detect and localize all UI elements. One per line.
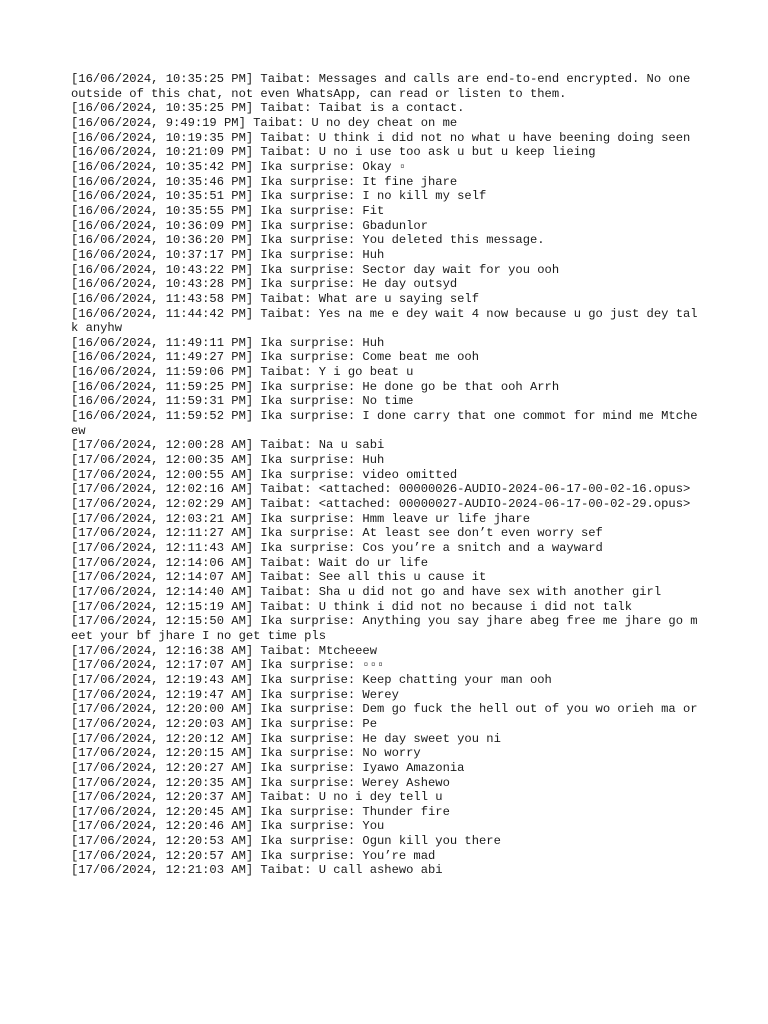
chat-message-line: [16/06/2024, 11:59:06 PM] Taibat: Y i go beat u bbox=[71, 365, 414, 380]
chat-message-line: [17/06/2024, 12:15:50 AM] Ika surprise: Anything you say jhare abeg free me jhare go meet your bf jhare I no get time pls bbox=[71, 614, 698, 643]
chat-message-line: [17/06/2024, 12:19:43 AM] Ika surprise: Keep chatting your man ooh bbox=[71, 672, 552, 687]
chat-message-line: [17/06/2024, 12:14:40 AM] Taibat: Sha u did not go and have sex with another girl bbox=[71, 584, 662, 599]
chat-message-line: [16/06/2024, 10:43:22 PM] Ika surprise: Sector day wait for you ooh bbox=[71, 262, 560, 277]
chat-message-line: [16/06/2024, 9:49:19 PM] Taibat: U no dey cheat on me bbox=[71, 115, 458, 130]
chat-message-line: [16/06/2024, 11:59:52 PM] Ika surprise: I done carry that one commot for mind me Mtcheew bbox=[71, 409, 698, 438]
chat-message-line: [17/06/2024, 12:20:27 AM] Ika surprise: Iyawo Amazonia bbox=[71, 760, 465, 775]
chat-message-line: [16/06/2024, 11:59:31 PM] Ika surprise: No time bbox=[71, 394, 414, 409]
chat-message-line: [16/06/2024, 11:59:25 PM] Ika surprise: He done go be that ooh Arrh bbox=[71, 379, 560, 394]
chat-message-line: [17/06/2024, 12:20:03 AM] Ika surprise: Pe bbox=[71, 716, 377, 731]
chat-message-line: [17/06/2024, 12:11:27 AM] Ika surprise: At least see don’t even worry sef bbox=[71, 526, 603, 541]
chat-message-line: [16/06/2024, 10:35:55 PM] Ika surprise: Fit bbox=[71, 203, 385, 218]
chat-message-line: [16/06/2024, 10:36:20 PM] Ika surprise: You deleted this message. bbox=[71, 233, 545, 248]
chat-message-line: [17/06/2024, 12:02:29 AM] Taibat: <attached: 00000027-AUDIO-2024-06-17-00-02-29.opus> bbox=[71, 497, 691, 512]
chat-message-line: [17/06/2024, 12:19:47 AM] Ika surprise: Werey bbox=[71, 687, 399, 702]
chat-message-line: [17/06/2024, 12:20:45 AM] Ika surprise: Thunder fire bbox=[71, 804, 450, 819]
chat-message-line: [16/06/2024, 11:49:11 PM] Ika surprise: Huh bbox=[71, 335, 385, 350]
chat-message-line: [17/06/2024, 12:02:16 AM] Taibat: <attached: 00000026-AUDIO-2024-06-17-00-02-16.opus> bbox=[71, 482, 691, 497]
chat-message-line: [17/06/2024, 12:14:07 AM] Taibat: See all this u cause it bbox=[71, 570, 487, 585]
chat-message-line: [17/06/2024, 12:15:19 AM] Taibat: U think i did not no because i did not talk bbox=[71, 599, 632, 614]
chat-message-line: [17/06/2024, 12:00:28 AM] Taibat: Na u sabi bbox=[71, 438, 385, 453]
chat-message-line: [17/06/2024, 12:20:35 AM] Ika surprise: Werey Ashewo bbox=[71, 775, 450, 790]
chat-message-line: [17/06/2024, 12:20:12 AM] Ika surprise: He day sweet you ni bbox=[71, 731, 501, 746]
chat-message-line: [16/06/2024, 10:37:17 PM] Ika surprise: Huh bbox=[71, 247, 385, 262]
chat-message-line: [16/06/2024, 11:44:42 PM] Taibat: Yes na me e dey wait 4 now because u go just dey talk anyhw bbox=[71, 306, 698, 336]
chat-message-line: [17/06/2024, 12:11:43 AM] Ika surprise: Cos you’re a snitch and a wayward bbox=[71, 541, 603, 555]
chat-transcript bbox=[71, 72, 701, 878]
chat-message-line: [17/06/2024, 12:20:57 AM] Ika surprise: You’re mad bbox=[71, 848, 436, 863]
chat-message-line: [17/06/2024, 12:16:38 AM] Taibat: Mtcheeew bbox=[71, 643, 377, 658]
chat-message-line: [17/06/2024, 12:20:53 AM] Ika surprise: Ogun kill you there bbox=[71, 834, 501, 849]
chat-message-line: [17/06/2024, 12:03:21 AM] Ika surprise: Hmm leave ur life jhare bbox=[71, 511, 530, 526]
chat-message-line: [16/06/2024, 10:35:46 PM] Ika surprise: It fine jhare bbox=[71, 174, 458, 189]
chat-message-line: [17/06/2024, 12:14:06 AM] Taibat: Wait do ur life bbox=[71, 555, 428, 570]
chat-message-line: [16/06/2024, 10:36:09 PM] Ika surprise: Gbadunlor bbox=[71, 218, 428, 233]
chat-message-line: [16/06/2024, 10:19:35 PM] Taibat: U think i did not no what u have beening doing seen bbox=[71, 130, 691, 145]
chat-message-line: [16/06/2024, 10:35:51 PM] Ika surprise: I no kill my self bbox=[71, 189, 487, 204]
chat-message-line: [16/06/2024, 10:35:25 PM] Taibat: Taibat is a contact. bbox=[71, 101, 465, 116]
chat-message-line: [16/06/2024, 10:35:42 PM] Ika surprise: Okay ▫ bbox=[71, 159, 407, 174]
chat-message-line: [17/06/2024, 12:20:00 AM] Ika surprise: Dem go fuck the hell out of you wo orieh ma or bbox=[71, 702, 698, 717]
chat-message-line: [17/06/2024, 12:00:55 AM] Ika surprise: video omitted bbox=[71, 467, 458, 482]
chat-message-line: [16/06/2024, 11:49:27 PM] Ika surprise: Come beat me ooh bbox=[71, 350, 479, 365]
chat-message-line: [17/06/2024, 12:20:15 AM] Ika surprise: No worry bbox=[71, 746, 421, 761]
chat-message-line: [16/06/2024, 10:35:25 PM] Taibat: Messages and calls are end-to-end encrypted. No one outside of this chat, not even WhatsApp, can read or listen to them. bbox=[71, 72, 698, 101]
chat-message-line: [16/06/2024, 11:43:58 PM] Taibat: What are u saying self bbox=[71, 291, 479, 306]
chat-message-line: [17/06/2024, 12:20:37 AM] Taibat: U no i dey tell u bbox=[71, 790, 443, 805]
chat-message-line: [17/06/2024, 12:17:07 AM] Ika surprise: ▫▫▫ bbox=[71, 658, 385, 673]
chat-message-line: [17/06/2024, 12:21:03 AM] Taibat: U call ashewo abi bbox=[71, 863, 443, 878]
chat-message-line: [17/06/2024, 12:20:46 AM] Ika surprise: You bbox=[71, 819, 385, 834]
chat-message-line: [16/06/2024, 10:43:28 PM] Ika surprise: He day outsyd bbox=[71, 277, 458, 292]
chat-message-line: [17/06/2024, 12:00:35 AM] Ika surprise: Huh bbox=[71, 453, 385, 468]
chat-message-line: [16/06/2024, 10:21:09 PM] Taibat: U no i use too ask u but u keep lieing bbox=[71, 145, 596, 160]
